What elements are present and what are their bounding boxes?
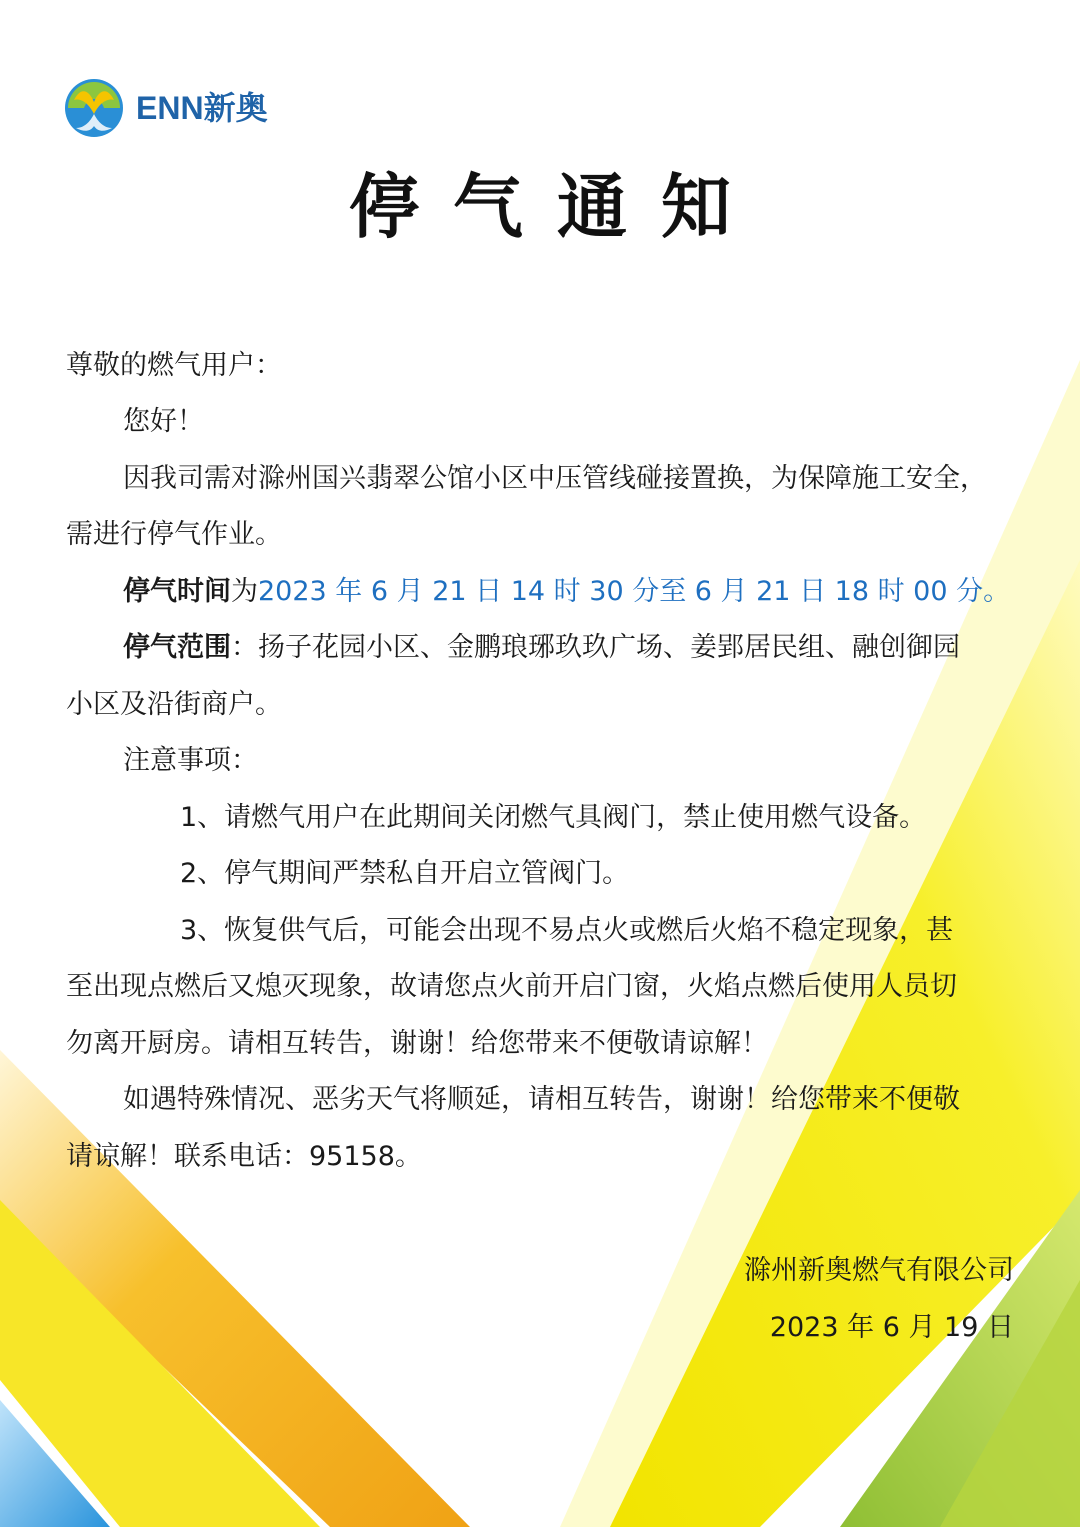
signature-date: 2023 年 6 月 19 日 bbox=[769, 1312, 1014, 1343]
enn-flower-logo-icon bbox=[64, 78, 124, 138]
closing-line-2: 请谅解！联系电话：95158。 bbox=[66, 1141, 422, 1172]
closing-line-1: 如遇特殊情况、恶劣天气将顺延，请相互转告，谢谢！给您带来不便敬 bbox=[123, 1084, 960, 1115]
logo-text: ENN新奥 bbox=[136, 90, 268, 126]
intro-line-1: 因我司需对滁州国兴翡翠公馆小区中压管线碰接置换，为保障施工安全， bbox=[123, 463, 987, 494]
outage-time-label: 停气时间 bbox=[123, 576, 231, 607]
outage-range bbox=[123, 630, 960, 666]
outage-range-line-2: 小区及沿街商户。 bbox=[66, 689, 282, 720]
signature-company: 滁州新奥燃气有限公司 bbox=[744, 1255, 1014, 1286]
outage-range-line-1: ：扬子花园小区、金鹏琅琊玖玖广场、姜郢居民组、融创御园 bbox=[231, 632, 960, 663]
hello-line: 您好！ bbox=[123, 406, 204, 437]
note-item-3-line-3: 勿离开厨房。请相互转告，谢谢！给您带来不便敬请谅解！ bbox=[66, 1028, 768, 1059]
intro-line-2: 需进行停气作业。 bbox=[66, 519, 282, 550]
outage-time-value: 2023 年 6 月 21 日 14 时 30 分至 6 月 21 日 18 时 00 分。 bbox=[258, 576, 1011, 607]
note-item-2: 2、停气期间严禁私自开启立管阀门。 bbox=[180, 858, 630, 889]
note-item-3-line-2: 至出现点燃后又熄灭现象，故请您点火前开启门窗，火焰点燃后使用人员切 bbox=[66, 971, 957, 1002]
notes-heading: 注意事项： bbox=[123, 745, 258, 776]
outage-range-label: 停气范围 bbox=[123, 632, 231, 663]
note-item-3-line-1: 3、恢复供气后，可能会出现不易点火或燃后火焰不稳定现象，甚 bbox=[180, 915, 954, 946]
page-title: 停气通知 bbox=[349, 166, 765, 248]
outage-time bbox=[123, 574, 1010, 610]
company-logo bbox=[64, 78, 268, 138]
outage-time-connector: 为 bbox=[231, 576, 258, 607]
greeting: 尊敬的燃气用户： bbox=[66, 350, 282, 381]
note-item-1: 1、请燃气用户在此期间关闭燃气具阀门，禁止使用燃气设备。 bbox=[180, 802, 927, 833]
